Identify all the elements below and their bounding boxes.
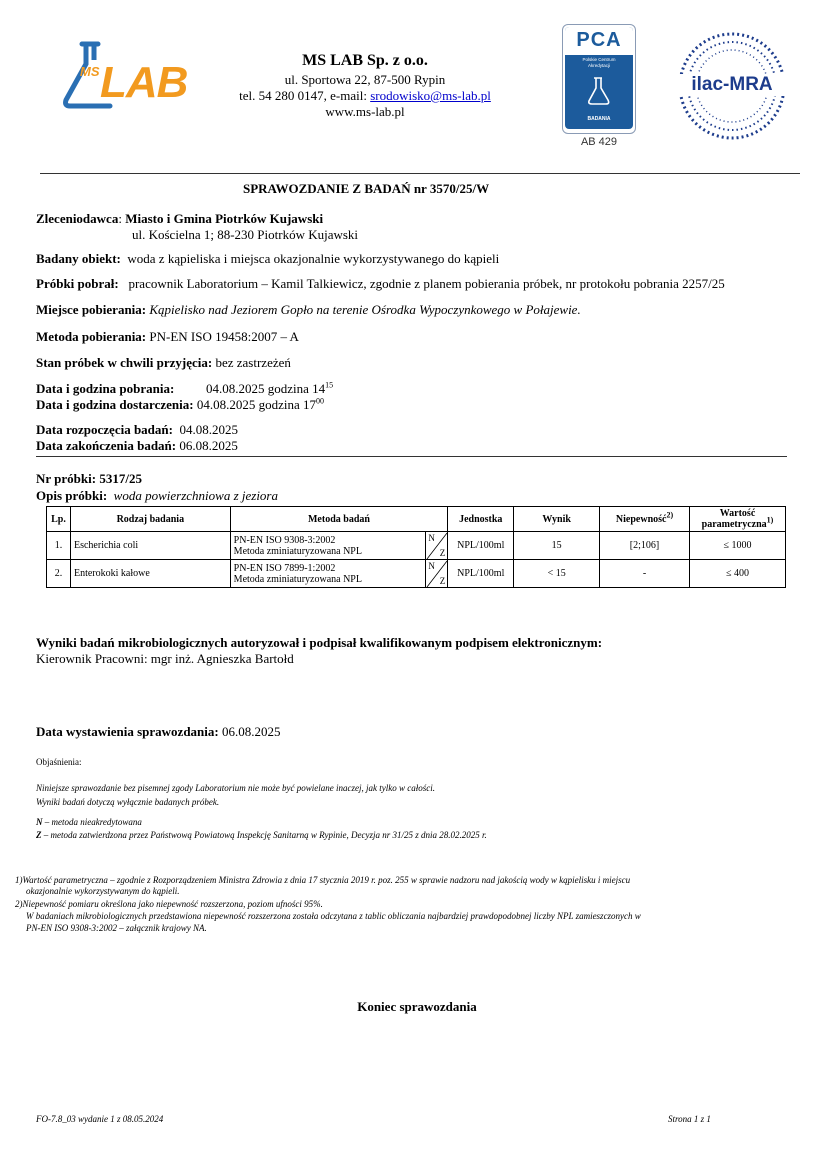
method-standard: PN-EN ISO 9308-3:2002 bbox=[233, 534, 336, 546]
notes-line-2: Wyniki badań dotyczą wyłącznie badanych próbek. bbox=[36, 797, 220, 807]
cell-lp: 1. bbox=[47, 532, 71, 560]
cell-unit: NPL/100ml bbox=[448, 560, 514, 588]
sampler-value: pracownik Laboratorium – Kamil Talkiewicz, zgodnie z planem pobierania próbek, nr protokołu pobrania 2257/25 bbox=[128, 276, 725, 291]
page-number: Strona 1 z 1 bbox=[668, 1114, 711, 1124]
col-uncertainty bbox=[600, 507, 690, 532]
col-result: Wynik bbox=[514, 507, 600, 532]
place-value: Kąpielisko nad Jeziorem Gopło na terenie Ośrodka Wypoczynkowego w Połajewie. bbox=[149, 302, 581, 317]
cell-unit: NPL/100ml bbox=[448, 532, 514, 560]
end-text: Koniec sprawozdania bbox=[357, 999, 477, 1014]
start-value: 04.08.2025 bbox=[179, 422, 238, 437]
sampling-date: 04.08.2025 godzina 14 bbox=[206, 381, 326, 396]
cell-type: Escherichia coli bbox=[70, 532, 230, 560]
col-method: Metoda badań bbox=[230, 507, 448, 532]
sampling-line bbox=[36, 381, 174, 397]
delivery-label: Data i godzina dostarczenia: bbox=[36, 397, 194, 412]
state-line bbox=[36, 355, 291, 371]
sample-desc-value: woda powierzchniowa z jeziora bbox=[113, 488, 278, 503]
company-contact bbox=[200, 88, 530, 104]
z-text: – metoda zatwierdzona przez Państwową Powiatową Inspekcję Sanitarną w Rypinie, Decyzja nr 31/25 z dnia 28.02.2025 r. bbox=[41, 830, 487, 840]
footnote-1-text-a: Wartość parametryczna – zgodnie z Rozporządzeniem Ministra Zdrowia z dnia 17 stycznia 2019 r. poz. 255 w sprawie nadzoru nad jakością wody w kąpielisku i miejscu bbox=[22, 875, 631, 885]
footnote-2-text-a: Niepewność pomiaru określona jako niepewność rozszerzona, poziom ufności 95%. bbox=[22, 899, 323, 909]
email-link[interactable]: srodowisko@ms-lab.pl bbox=[370, 88, 491, 103]
cell-param: ≤ 1000 bbox=[689, 532, 785, 560]
col-param bbox=[689, 507, 785, 532]
issue-value: 06.08.2025 bbox=[221, 724, 281, 739]
n-text: – metoda nieakredytowana bbox=[42, 817, 142, 827]
client-name: Miasto i Gmina Piotrków Kujawski bbox=[125, 211, 324, 226]
delivery-minutes: 00 bbox=[315, 396, 324, 406]
results-table bbox=[46, 506, 786, 588]
col-type: Rodzaj badania bbox=[70, 507, 230, 532]
pca-subtitle-1: Polskie Centrum bbox=[582, 57, 616, 62]
pca-code: AB 429 bbox=[580, 136, 618, 148]
footnote-2-cont-1: W badaniach mikrobiologicznych przedstawiona niepewność rozszerzona została odczytana z tablic obliczania najbardziej prawdopodobnej liczby NPL zamieszczonych w bbox=[26, 911, 641, 921]
form-code: FO-7.8_03 wydanie 1 z 08.05.2024 bbox=[36, 1114, 164, 1124]
col-uncertainty-sup: 2) bbox=[666, 510, 674, 520]
state-value: bez zastrzeżeń bbox=[215, 355, 291, 370]
logo-ms-text: MS bbox=[80, 64, 100, 79]
issue-label: Data wystawienia sprawozdania: bbox=[36, 724, 219, 739]
delivery-date: 04.08.2025 godzina 17 bbox=[196, 397, 316, 412]
end-value: 06.08.2025 bbox=[179, 438, 238, 453]
cell-type: Enterokoki kałowe bbox=[70, 560, 230, 588]
company-address: ul. Sportowa 22, 87-500 Rypin bbox=[284, 72, 446, 87]
table-row bbox=[47, 532, 786, 560]
n-mark: N bbox=[428, 533, 435, 543]
sampling-minutes: 15 bbox=[325, 380, 334, 390]
sampling-value bbox=[206, 381, 333, 397]
pca-subtitle-2: Akredytacji bbox=[587, 63, 610, 68]
col-param-sup: 1) bbox=[766, 515, 774, 525]
sampler-line bbox=[36, 276, 725, 292]
client-line: Zleceniodawca: Miasto i Gmina Piotrków Kujawski bbox=[36, 211, 324, 226]
col-uncertainty-label: Niepewność bbox=[615, 513, 667, 525]
flask-icon bbox=[584, 76, 614, 106]
z-mark: Z bbox=[439, 576, 446, 586]
manager-text: Kierownik Pracowni: mgr inż. Agnieszka Bartołd bbox=[36, 651, 294, 666]
section-divider bbox=[36, 456, 787, 457]
table-row bbox=[47, 560, 786, 588]
cell-result: < 15 bbox=[514, 560, 600, 588]
ilac-mra-logo bbox=[676, 30, 788, 142]
z-mark: Z bbox=[439, 548, 446, 558]
company-name: MS LAB Sp. z o.o. bbox=[302, 52, 428, 69]
cell-uncertainty: - bbox=[600, 560, 690, 588]
n-mark: N bbox=[428, 561, 435, 571]
client-label: Zleceniodawca bbox=[36, 211, 119, 226]
cell-lp: 2. bbox=[47, 560, 71, 588]
header-divider bbox=[40, 173, 800, 174]
report-title: SPRAWOZDANIE Z BADAŃ nr 3570/25/W bbox=[243, 181, 490, 196]
footnote-1-num: 1) bbox=[15, 875, 23, 885]
footnote-1-cont: okazjonalnie wykorzystywanym do kąpieli. bbox=[26, 886, 180, 896]
sampling-label: Data i godzina pobrania: bbox=[36, 381, 175, 396]
notes-n bbox=[36, 816, 142, 828]
cell-nz bbox=[426, 560, 448, 588]
start-label: Data rozpoczęcia badań: bbox=[36, 422, 173, 437]
logo-lab-text: LAB bbox=[100, 58, 188, 107]
notes-line-1: Niniejsze sprawozdanie bez pisemnej zgody Laboratorium nie może być powielane inaczej, jak tylko w całości. bbox=[36, 783, 435, 793]
place-label: Miejsce pobierania: bbox=[36, 302, 147, 317]
footnote-2-cont-2: PN-EN ISO 9308-3:2002 – załącznik krajowy NA. bbox=[26, 923, 207, 933]
delivery-line bbox=[36, 397, 324, 413]
cell-param: ≤ 400 bbox=[689, 560, 785, 588]
sample-desc-line bbox=[36, 488, 278, 504]
company-website[interactable]: www.ms-lab.pl bbox=[325, 104, 405, 119]
contact-prefix: tel. 54 280 0147, e-mail: bbox=[239, 88, 371, 103]
place-line bbox=[36, 302, 581, 318]
sample-no-value: 5317/25 bbox=[99, 471, 142, 486]
ms-lab-logo bbox=[60, 40, 195, 110]
object-label: Badany obiekt: bbox=[36, 251, 121, 266]
end-label: Data zakończenia badań: bbox=[36, 438, 177, 453]
pca-badania: BADANIA bbox=[587, 116, 611, 122]
method-standard: PN-EN ISO 7899-1:2002 bbox=[233, 562, 336, 574]
start-line bbox=[36, 422, 238, 438]
sampler-label: Próbki pobrał: bbox=[36, 276, 119, 291]
z-key: Z bbox=[36, 830, 42, 840]
footnote-2 bbox=[15, 899, 795, 910]
footnote-1 bbox=[15, 875, 795, 886]
cell-nz bbox=[426, 532, 448, 560]
object-line bbox=[36, 251, 499, 267]
col-param-label: Wartość parametryczna bbox=[701, 508, 767, 530]
cell-method bbox=[230, 560, 426, 588]
cell-result: 15 bbox=[514, 532, 600, 560]
col-lp: Lp. bbox=[47, 507, 71, 532]
ilac-text: ilac-MRA bbox=[676, 74, 788, 96]
method-desc: Metoda zminiaturyzowana NPL bbox=[233, 545, 362, 557]
method-desc: Metoda zminiaturyzowana NPL bbox=[233, 573, 362, 585]
method-value: PN-EN ISO 19458:2007 – A bbox=[149, 329, 299, 344]
sample-no-line bbox=[36, 471, 142, 487]
notes-heading: Objaśnienia: bbox=[36, 757, 82, 767]
state-label: Stan próbek w chwili przyjęcia: bbox=[36, 355, 213, 370]
client-address: ul. Kościelna 1; 88-230 Piotrków Kujawski bbox=[132, 227, 359, 242]
end-line bbox=[36, 438, 238, 454]
footnote-2-num: 2) bbox=[15, 899, 23, 909]
cell-uncertainty: [2;106] bbox=[600, 532, 690, 560]
pca-badge bbox=[562, 24, 636, 150]
method-label: Metoda pobierania: bbox=[36, 329, 147, 344]
authorized-text: Wyniki badań mikrobiologicznych autoryzował i podpisał kwalifikowanym podpisem elektronicznym: bbox=[36, 635, 603, 650]
n-key: N bbox=[36, 817, 43, 827]
method-line bbox=[36, 329, 299, 345]
company-info bbox=[200, 50, 530, 120]
sample-no-label: Nr próbki: bbox=[36, 471, 97, 486]
issue-line bbox=[36, 724, 280, 740]
col-unit: Jednostka bbox=[448, 507, 514, 532]
table-header-row bbox=[47, 507, 786, 532]
object-value: woda z kąpieliska i miejsca okazjonalnie wykorzystywanego do kąpieli bbox=[127, 251, 500, 266]
pca-title: PCA bbox=[576, 29, 622, 51]
cell-method bbox=[230, 532, 426, 560]
notes-z bbox=[36, 829, 487, 841]
sample-desc-label: Opis próbki: bbox=[36, 488, 108, 503]
